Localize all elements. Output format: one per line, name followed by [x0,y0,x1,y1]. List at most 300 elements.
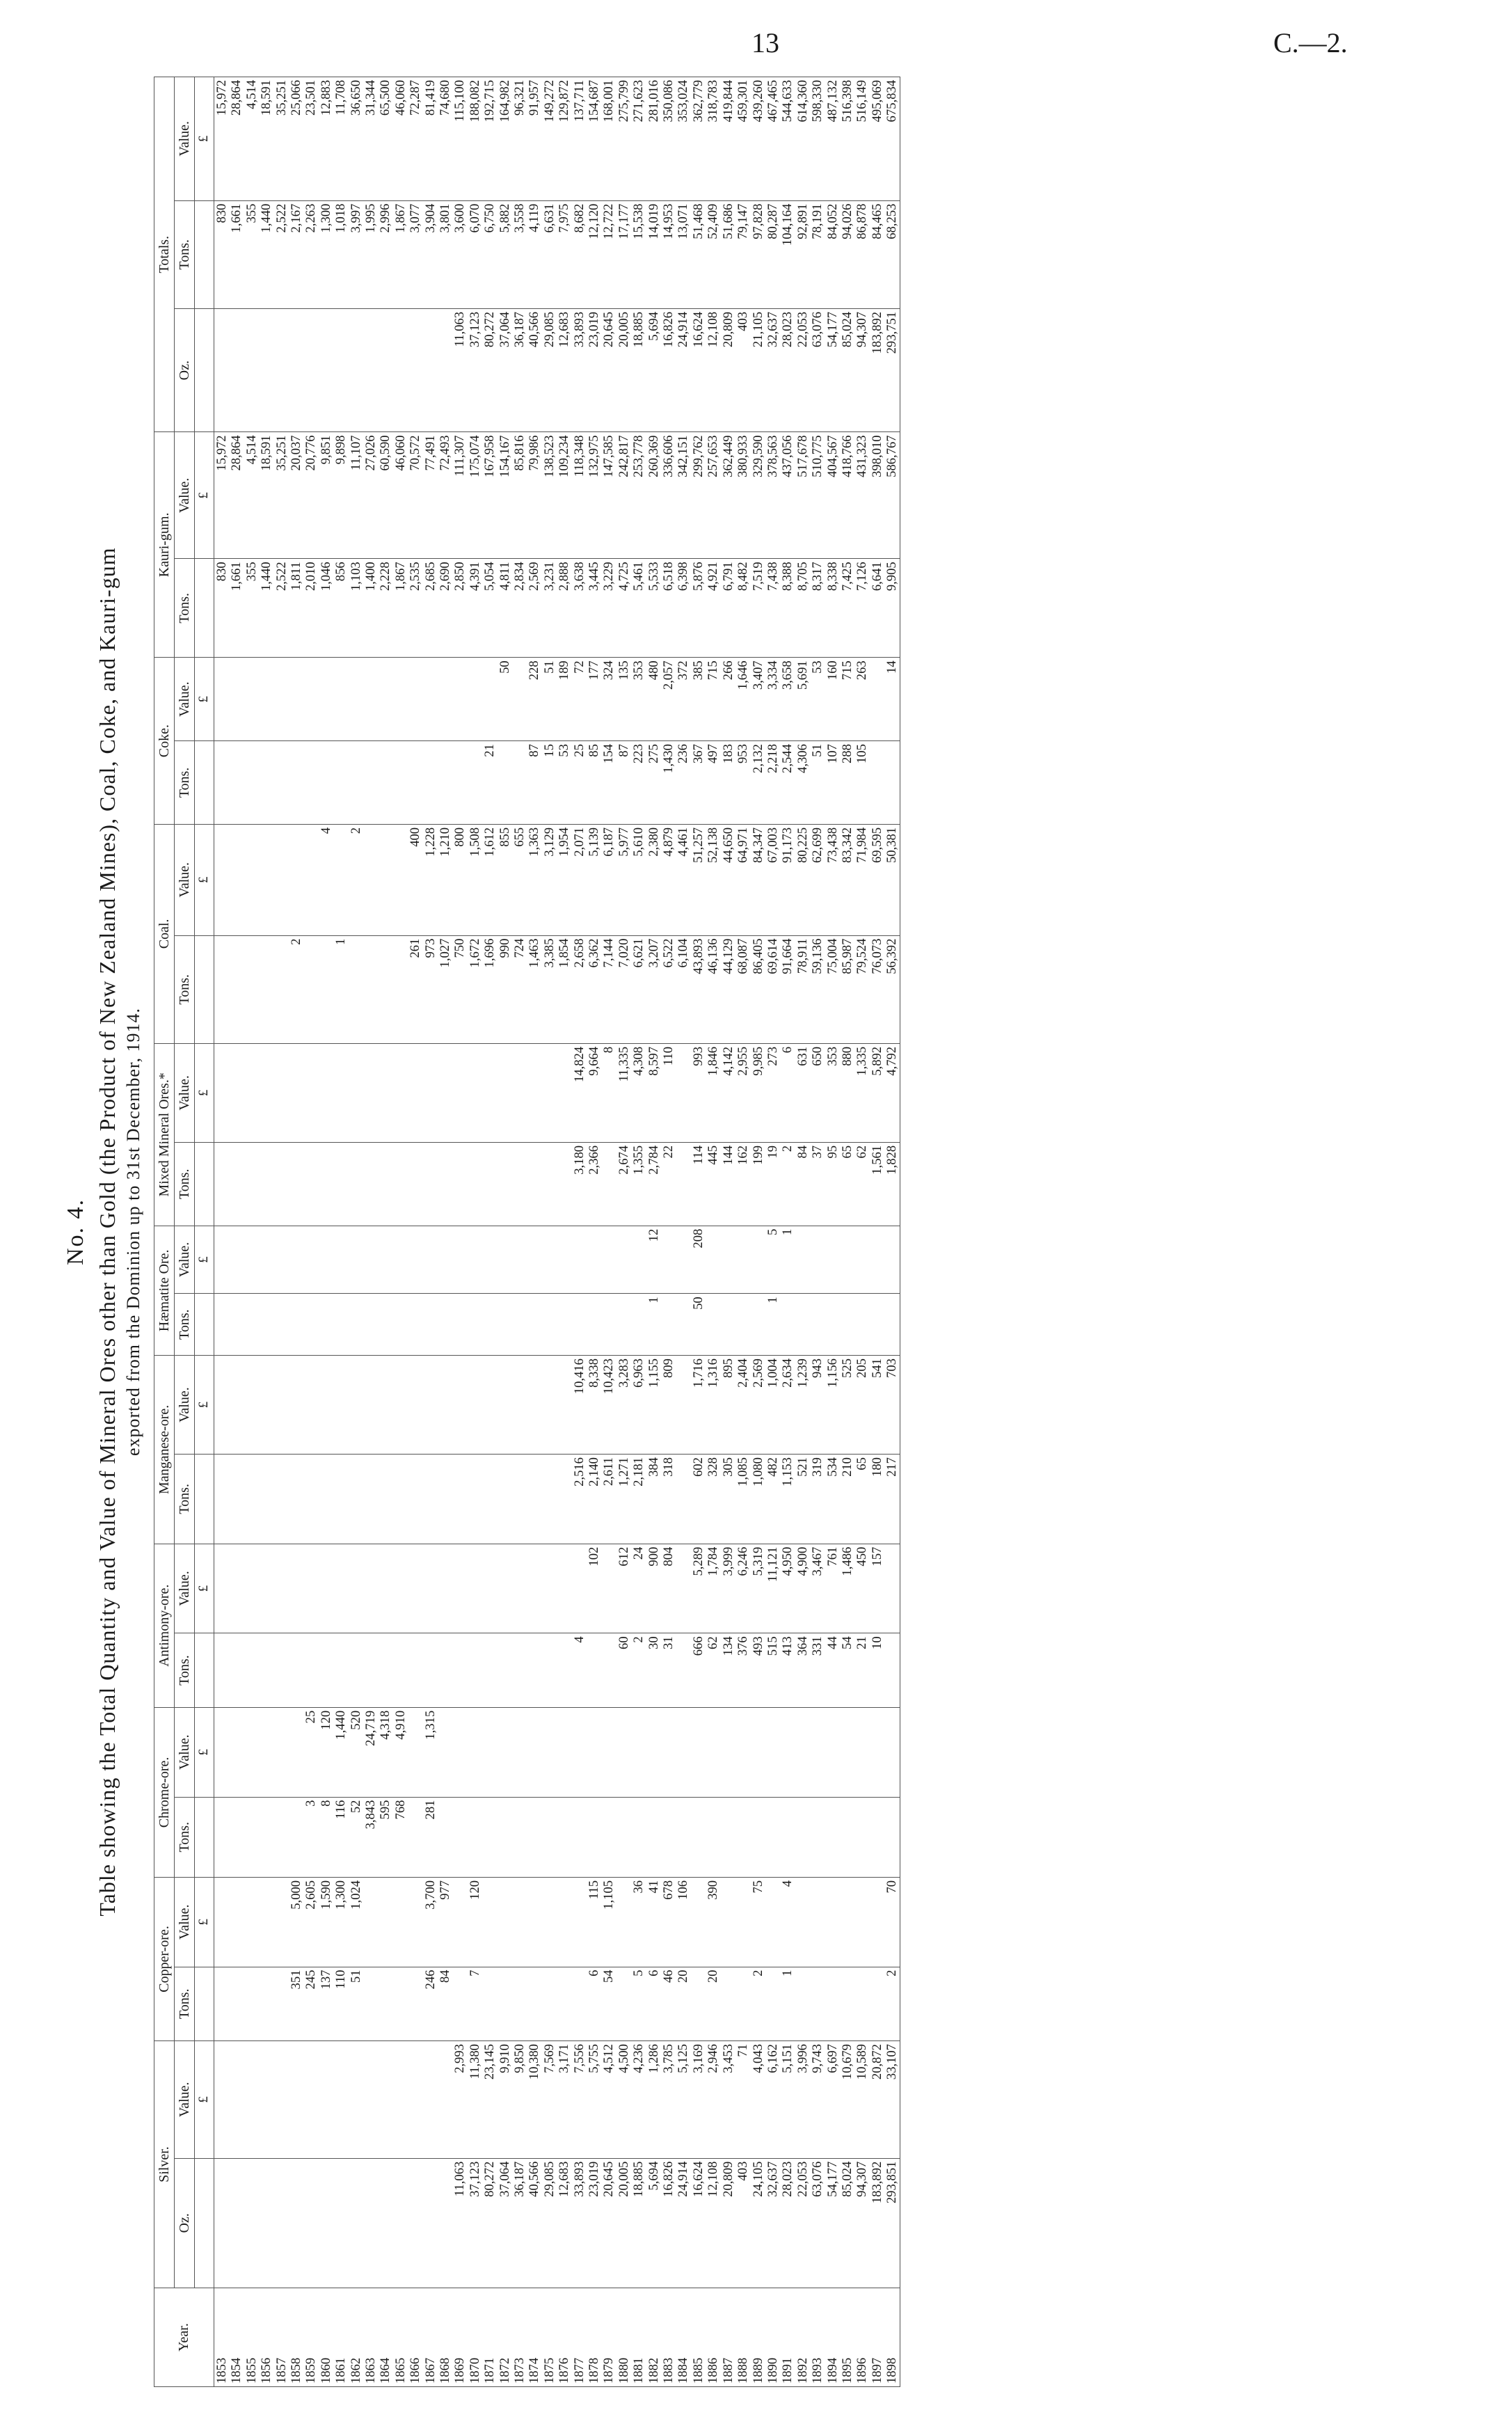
value-cell [601,1544,616,1633]
value-cell: 1,355 [631,1142,646,1226]
value-cell: 362,779 [691,77,706,201]
value-cell: 318 [661,1455,676,1544]
group-header: Coke. [154,658,175,825]
value-cell: 69,595 [870,824,884,935]
value-cell [706,1707,720,1797]
value-cell: 167,958 [482,432,497,559]
value-cell: 516,149 [854,77,869,201]
year-cell: 1865 [393,2288,408,2387]
value-cell [735,1797,750,1877]
value-cell: 62 [854,1142,869,1226]
value-cell [661,1294,676,1356]
value-cell: 2,380 [646,824,661,935]
table-row [274,77,289,2387]
unit-label [195,1142,214,1226]
table-row [408,77,422,2387]
value-cell [557,1544,571,1633]
value-cell [691,1707,706,1797]
value-cell [468,1142,482,1226]
value-cell: 1,661 [229,559,244,658]
year-cell: 1862 [349,2288,363,2387]
value-cell: 60 [616,1633,631,1707]
value-cell [363,2158,378,2288]
value-cell [587,1707,601,1797]
value-cell: 12 [646,1226,661,1294]
table-row [795,77,810,2387]
value-cell: 2,218 [765,741,780,825]
unit-label: £ [195,2041,214,2159]
value-cell: 51 [542,658,557,741]
value-cell [289,1544,303,1633]
value-cell [303,1455,318,1544]
value-cell: 7,556 [572,2041,587,2159]
value-cell: 353 [631,658,646,741]
value-cell [289,2041,303,2159]
value-cell [214,1544,229,1633]
table-row [214,77,229,2387]
value-cell: 1,561 [870,1142,884,1226]
value-cell: 62,699 [810,824,825,935]
value-cell [274,658,289,741]
table-row [751,77,765,2387]
value-cell [274,935,289,1043]
value-cell: 5 [631,1967,646,2040]
value-cell: 30 [646,1633,661,1707]
value-cell: 977 [438,1877,452,1967]
value-cell [303,2158,318,2288]
value-cell [349,308,363,431]
value-cell [393,1356,408,1455]
value-cell: 78,191 [810,200,825,308]
value-cell: 5,882 [498,200,512,308]
value-cell: 2 [349,824,363,935]
value-cell [289,1356,303,1455]
table-row [363,77,378,2387]
value-cell [244,1142,259,1226]
value-cell: 293,751 [884,308,900,431]
value-cell [438,1455,452,1544]
value-cell [498,1707,512,1797]
table-row [527,77,541,2387]
group-header: Kauri-gum. [154,432,175,658]
value-cell [349,658,363,741]
value-cell: 177 [587,658,601,741]
value-cell [214,1226,229,1294]
value-cell: 3,231 [542,559,557,658]
value-cell: 385 [691,658,706,741]
value-cell: 2,263 [303,200,318,308]
value-cell [676,1544,690,1633]
value-cell: 20,645 [601,2158,616,2288]
value-cell [542,1707,557,1797]
value-cell [854,1226,869,1294]
value-cell: 367 [691,741,706,825]
value-cell: 6,522 [661,935,676,1043]
value-cell [214,1455,229,1544]
value-cell: 602 [691,1455,706,1544]
value-cell: 271,623 [631,77,646,201]
value-cell [631,1707,646,1797]
value-cell [557,1967,571,2040]
value-cell: 6,362 [587,935,601,1043]
group-header-row [154,77,175,2387]
value-cell: 2,685 [423,559,438,658]
value-cell [259,1544,273,1633]
value-cell: 33,893 [572,308,587,431]
value-cell: 10 [870,1633,884,1707]
value-cell [631,1226,646,1294]
value-cell [423,2158,438,2288]
value-cell [408,1797,422,1877]
value-cell: 1,024 [349,1877,363,1967]
year-cell: 1856 [259,2288,273,2387]
unit-label: £ [195,1043,214,1142]
value-cell: 5,139 [587,824,601,935]
value-cell: 36,650 [349,77,363,201]
table-number: No. 4. [63,1198,88,1266]
value-cell [572,1877,587,1967]
value-cell: 6,697 [825,2041,840,2159]
value-cell [393,1455,408,1544]
value-cell: 3,467 [810,1544,825,1633]
value-cell [319,1043,333,1142]
value-cell: 11,380 [468,2041,482,2159]
value-cell [527,1356,541,1455]
value-cell: 510,775 [810,432,825,559]
value-cell: 4,879 [661,824,676,935]
value-cell [274,741,289,825]
value-cell [601,1707,616,1797]
unit-label [195,200,214,308]
value-cell [498,1633,512,1707]
value-cell: 115,100 [452,77,467,201]
value-cell: 3,801 [438,200,452,308]
value-cell: 2 [751,1967,765,2040]
value-cell [840,1877,854,1967]
value-cell [452,1544,467,1633]
value-cell: 9,910 [498,2041,512,2159]
value-cell [349,1633,363,1707]
value-cell: 328 [706,1455,720,1544]
table-row [393,77,408,2387]
value-cell: 336,606 [661,432,676,559]
value-cell [438,741,452,825]
value-cell [512,1544,527,1633]
value-cell: 20,037 [289,432,303,559]
value-cell: 10,380 [527,2041,541,2159]
value-cell [572,1226,587,1294]
value-cell: 67,003 [765,824,780,935]
value-cell: 353,024 [676,77,690,201]
value-cell: 75 [751,1877,765,1967]
value-cell: 3,999 [721,1544,735,1633]
value-cell: 675,834 [884,77,900,201]
value-cell [795,1226,810,1294]
value-cell: 990 [498,935,512,1043]
value-cell: 109,234 [557,432,571,559]
table-row [333,77,348,2387]
value-cell: 35,251 [274,432,289,559]
value-cell: 51,468 [691,200,706,308]
value-cell [363,741,378,825]
value-cell [408,658,422,741]
value-cell [289,824,303,935]
year-cell: 1878 [587,2288,601,2387]
value-cell: 92,891 [795,200,810,308]
value-cell [482,1356,497,1455]
value-cell [423,1455,438,1544]
value-cell [229,1043,244,1142]
value-cell [363,935,378,1043]
value-cell [721,1877,735,1967]
value-cell [378,2158,392,2288]
table-row [810,77,825,2387]
year-cell: 1874 [527,2288,541,2387]
value-cell [527,1797,541,1877]
value-cell [512,658,527,741]
value-cell: 9,743 [810,2041,825,2159]
value-cell: 993 [691,1043,706,1142]
value-cell [274,1356,289,1455]
value-cell: 91,664 [780,935,795,1043]
value-cell [333,824,348,935]
value-cell: 293,851 [884,2158,900,2288]
value-cell: 12,683 [557,308,571,431]
value-cell [482,658,497,741]
value-cell [319,1356,333,1455]
value-cell: 9,850 [512,2041,527,2159]
value-cell: 3 [303,1797,318,1877]
value-cell: 6,162 [765,2041,780,2159]
value-cell: 288 [840,741,854,825]
value-cell: 95 [825,1142,840,1226]
value-cell [229,1294,244,1356]
value-cell: 8,682 [572,200,587,308]
value-cell [408,1356,422,1455]
value-cell [631,1294,646,1356]
table-row [765,77,780,2387]
value-cell [795,1707,810,1797]
value-cell: 12,120 [587,200,601,308]
value-cell [825,1707,840,1797]
page-number: 13 [751,27,779,58]
value-cell [378,1455,392,1544]
unit-label [195,1797,214,1877]
value-cell: 18,885 [631,308,646,431]
value-cell [408,1455,422,1544]
value-cell: 46,060 [393,432,408,559]
value-cell [810,1967,825,2040]
value-cell [363,1544,378,1633]
value-cell: 84,347 [751,824,765,935]
value-cell: 102 [587,1544,601,1633]
value-cell [795,1967,810,2040]
value-cell [229,935,244,1043]
table-body [214,77,900,2387]
value-cell [691,1877,706,1967]
value-cell [274,824,289,935]
value-cell: 160 [825,658,840,741]
value-cell [274,1294,289,1356]
value-cell: 6,621 [631,935,646,1043]
value-cell [259,308,273,431]
value-cell [408,1877,422,1967]
value-cell [542,1544,557,1633]
value-cell [482,1797,497,1877]
year-cell: 1896 [854,2288,869,2387]
value-cell: 768 [393,1797,408,1877]
value-cell [244,824,259,935]
value-cell [274,1226,289,1294]
value-cell: 1,155 [646,1356,661,1455]
value-cell: 3,169 [691,2041,706,2159]
value-cell: 94,307 [854,2158,869,2288]
value-cell [244,2041,259,2159]
value-cell [393,2158,408,2288]
value-cell [274,1142,289,1226]
value-cell: 51,686 [721,200,735,308]
value-cell: 16,826 [661,308,676,431]
value-cell: 54,177 [825,308,840,431]
value-cell [452,1797,467,1877]
value-cell [542,1877,557,1967]
value-cell [214,1797,229,1877]
value-cell [706,1294,720,1356]
value-cell [303,1142,318,1226]
value-cell: 3,904 [423,200,438,308]
value-cell: 1,316 [706,1356,720,1455]
value-cell: 115 [587,1877,601,1967]
value-cell: 418,766 [840,432,854,559]
column-header: Value. [175,432,195,559]
value-cell: 4,900 [795,1544,810,1633]
value-cell [319,2158,333,2288]
value-cell [870,658,884,741]
value-cell [840,1797,854,1877]
value-cell: 70 [884,1877,900,1967]
value-cell: 11,121 [765,1544,780,1633]
value-cell: 6,750 [482,200,497,308]
value-cell: 4,142 [721,1043,735,1142]
value-cell: 437,056 [780,432,795,559]
column-header: Tons. [175,200,195,308]
value-cell [854,1797,869,1877]
value-cell: 70,572 [408,432,422,559]
value-cell: 7,126 [854,559,869,658]
value-cell [303,2041,318,2159]
value-cell: 450 [854,1544,869,1633]
value-cell: 20 [706,1967,720,2040]
value-cell [498,1455,512,1544]
value-cell [527,1707,541,1797]
value-cell: 487,132 [825,77,840,201]
value-cell [408,1707,422,1797]
value-cell [765,1877,780,1967]
table-row [631,77,646,2387]
value-cell: 5,892 [870,1043,884,1142]
value-cell: 5,977 [616,824,631,935]
value-cell [884,1707,900,1797]
value-cell [601,1797,616,1877]
column-header: Value. [175,1226,195,1294]
value-cell: 895 [721,1356,735,1455]
value-cell [393,1544,408,1633]
value-cell: 65,500 [378,77,392,201]
table-row [229,77,244,2387]
table-row [319,77,333,2387]
table-row [289,77,303,2387]
value-cell [244,1226,259,1294]
value-cell [423,1226,438,1294]
value-cell: 6 [646,1967,661,2040]
value-cell: 1,156 [825,1356,840,1455]
value-cell [259,1455,273,1544]
year-cell: 1873 [512,2288,527,2387]
value-cell [423,741,438,825]
value-cell: 17,177 [616,200,631,308]
value-cell: 6 [780,1043,795,1142]
value-cell [452,1043,467,1142]
value-cell [214,1142,229,1226]
value-cell [214,1967,229,2040]
value-cell: 353 [825,1043,840,1142]
value-cell: 1,027 [438,935,452,1043]
value-cell: 50 [691,1294,706,1356]
value-cell: 25 [572,741,587,825]
value-cell [303,1226,318,1294]
value-cell: 1,784 [706,1544,720,1633]
value-cell: 36 [631,1877,646,1967]
value-cell: 8,338 [825,559,840,658]
value-cell: 46,136 [706,935,720,1043]
value-cell: 4,725 [616,559,631,658]
value-cell [303,658,318,741]
value-cell [512,1707,527,1797]
value-cell: 64,971 [735,824,750,935]
value-cell: 2 [289,935,303,1043]
value-cell: 7,975 [557,200,571,308]
value-cell [557,1877,571,1967]
value-cell: 104,164 [780,200,795,308]
table-subtitle: exported from the Dominion up to 31st December, 1914. [123,1007,143,1457]
value-cell [333,1356,348,1455]
value-cell [735,1294,750,1356]
value-cell: 260,369 [646,432,661,559]
value-cell [319,1455,333,1544]
year-cell: 1880 [616,2288,631,2387]
value-cell [735,1707,750,1797]
value-cell [303,1633,318,1707]
value-cell [527,1877,541,1967]
value-cell [676,1455,690,1544]
value-cell [274,1707,289,1797]
value-cell [482,1707,497,1797]
year-cell: 1858 [289,2288,303,2387]
value-cell [512,1142,527,1226]
value-cell: 7,519 [751,559,765,658]
value-cell: 135 [616,658,631,741]
value-cell [319,1226,333,1294]
value-cell: 85 [587,741,601,825]
value-cell [408,1544,422,1633]
value-cell [408,2158,422,2288]
value-cell [333,1633,348,1707]
value-cell: 52,409 [706,200,720,308]
value-cell: 28,864 [229,77,244,201]
value-cell: 51 [810,741,825,825]
value-cell [468,1043,482,1142]
year-cell: 1861 [333,2288,348,2387]
